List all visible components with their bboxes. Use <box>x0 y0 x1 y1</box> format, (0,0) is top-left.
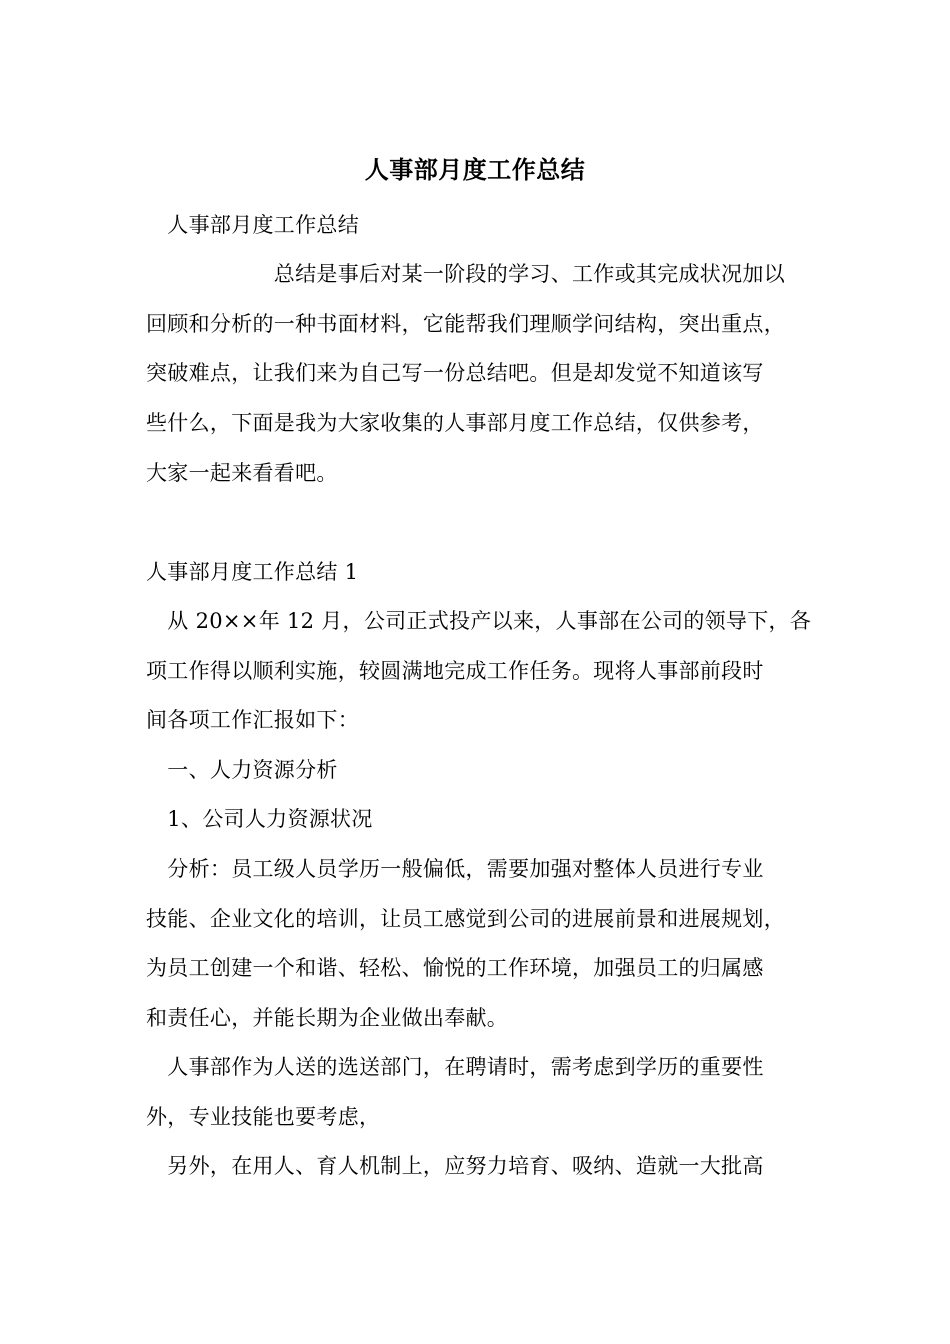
section-heading: 人事部月度工作总结 1 <box>146 560 359 584</box>
paragraph-line: 间各项工作汇报如下： <box>146 708 359 732</box>
paragraph-line: 技能、企业文化的培训，让员工感觉到公司的进展前景和进展规划， <box>146 907 785 931</box>
document-title: 人事部月度工作总结 <box>364 156 586 184</box>
paragraph-line: 人事部月度工作总结 <box>146 213 359 237</box>
paragraph-line: 从 20××年 12 月，公司正式投产以来，人事部在公司的领导下，各 <box>146 609 812 633</box>
paragraph-line: 大家一起来看看吧。 <box>146 461 338 485</box>
paragraph-line: 为员工创建一个和谐、轻松、愉悦的工作环境，加强员工的归属感 <box>146 956 764 980</box>
paragraph-line: 总结是事后对某一阶段的学习、工作或其完成状况加以 <box>146 262 785 286</box>
subheading: 一、人力资源分析 <box>146 758 338 782</box>
paragraph-line: 外，专业技能也要考虑， <box>146 1105 381 1129</box>
paragraph-line: 回顾和分析的一种书面材料，它能帮我们理顺学问结构，突出重点， <box>146 312 785 336</box>
paragraph-line: 另外，在用人、育人机制上，应努力培育、吸纳、造就一大批高 <box>146 1154 764 1178</box>
subheading: 1、公司人力资源状况 <box>146 807 373 831</box>
paragraph-line: 和责任心，并能长期为企业做出奉献。 <box>146 1006 509 1030</box>
paragraph-line: 人事部作为人送的选送部门，在聘请时，需考虑到学历的重要性 <box>146 1055 764 1079</box>
paragraph-line: 分析：员工级人员学历一般偏低，需要加强对整体人员进行专业 <box>146 857 764 881</box>
paragraph-line: 项工作得以顺利实施，较圆满地完成工作任务。现将人事部前段时 <box>146 659 764 683</box>
paragraph-line: 突破难点，让我们来为自己写一份总结吧。但是却发觉不知道该写 <box>146 361 764 385</box>
paragraph-line: 些什么，下面是我为大家收集的人事部月度工作总结，仅供参考， <box>146 411 764 435</box>
